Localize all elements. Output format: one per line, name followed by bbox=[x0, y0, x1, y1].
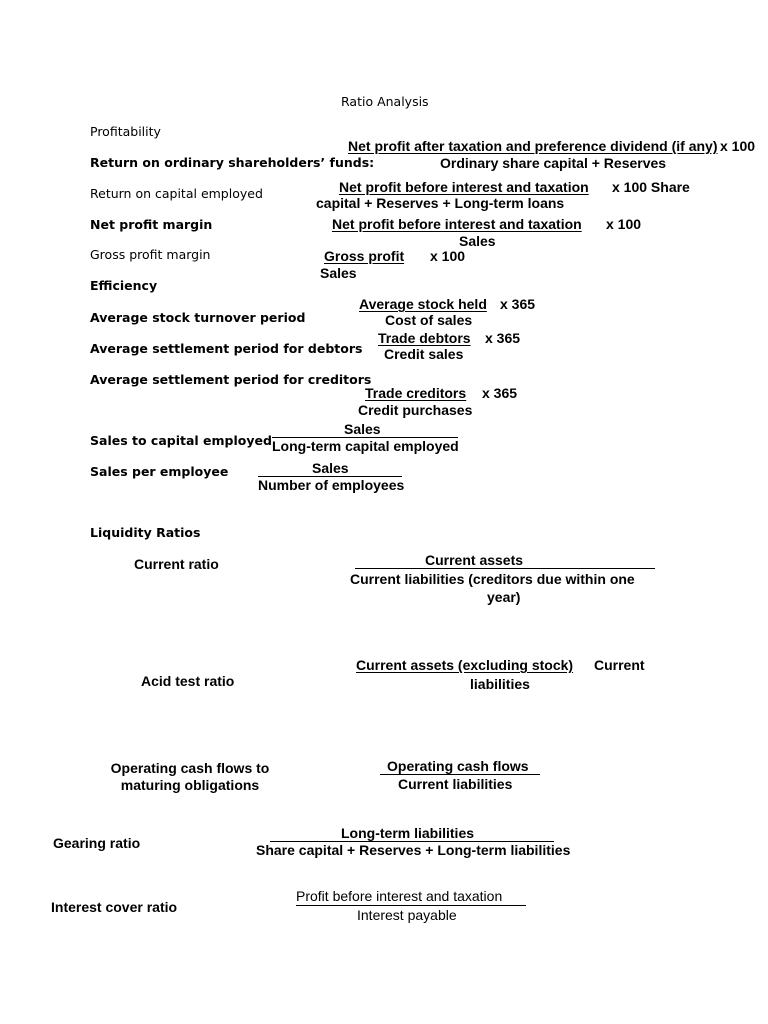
ratio-label-stock: Average stock turnover period bbox=[90, 310, 306, 325]
denominator-rosf: Ordinary share capital + Reserves bbox=[440, 155, 667, 171]
section-heading-profitability: Profitability bbox=[90, 124, 161, 139]
numerator-interest-cover: Profit before interest and taxation bbox=[296, 888, 503, 904]
numerator-current: Current assets bbox=[425, 552, 524, 568]
denominator-current-line1: Current liabilities (creditors due within one bbox=[350, 571, 635, 587]
ratio-label-creditors: Average settlement period for creditors bbox=[90, 372, 372, 387]
ratio-label-gearing: Gearing ratio bbox=[53, 835, 141, 851]
ratio-label-sales-employee: Sales per employee bbox=[90, 464, 229, 479]
denominator-current-line2: year) bbox=[487, 589, 521, 605]
denominator-sales-capital: Long-term capital employed bbox=[272, 438, 459, 454]
denominator-gpm: Sales bbox=[320, 265, 357, 281]
numerator-acid-test: Current assets (excluding stock) bbox=[356, 657, 574, 673]
multiplier-gpm: x 100 bbox=[430, 248, 466, 264]
ratio-label-current: Current ratio bbox=[134, 556, 219, 572]
numerator-sales-capital: Sales bbox=[344, 421, 381, 437]
ratio-label-rosf: Return on ordinary shareholders’ funds: bbox=[90, 155, 375, 170]
section-heading-liquidity: Liquidity Ratios bbox=[90, 525, 201, 540]
multiplier-roce: x 100 Share bbox=[612, 179, 690, 195]
denominator-ocf: Current liabilities bbox=[398, 776, 513, 792]
fraction-bar-current bbox=[355, 568, 655, 569]
numerator-debtors: Trade debtors bbox=[378, 330, 471, 346]
ratio-label-debtors: Average settlement period for debtors bbox=[90, 341, 363, 356]
numerator-stock: Average stock held bbox=[359, 296, 487, 312]
denominator-roce: capital + Reserves + Long-term loans bbox=[316, 195, 565, 211]
multiplier-stock: x 365 bbox=[500, 296, 536, 312]
denominator-creditors: Credit purchases bbox=[358, 402, 473, 418]
page-title: Ratio Analysis bbox=[341, 94, 429, 109]
ratio-label-acid-test: Acid test ratio bbox=[141, 673, 235, 689]
numerator-creditors: Trade creditors bbox=[365, 385, 467, 401]
fraction-bar-ocf bbox=[380, 774, 540, 775]
denominator-stock: Cost of sales bbox=[385, 312, 473, 328]
ratio-label-roce: Return on capital employed bbox=[90, 186, 263, 201]
numerator-gearing: Long-term liabilities bbox=[341, 825, 475, 841]
numerator-roce: Net profit before interest and taxation bbox=[339, 179, 589, 195]
ratio-label-gpm: Gross profit margin bbox=[90, 247, 211, 262]
fraction-bar-interest-cover bbox=[296, 905, 526, 906]
denominator-debtors: Credit sales bbox=[384, 346, 464, 362]
denominator-npm: Sales bbox=[459, 233, 496, 249]
denominator-sales-employee: Number of employees bbox=[258, 477, 405, 493]
ratio-label-ocf-line1: Operating cash flows to bbox=[110, 760, 270, 776]
multiplier-npm: x 100 bbox=[606, 216, 642, 232]
numerator-gpm: Gross profit bbox=[324, 248, 405, 264]
ratio-label-npm: Net profit margin bbox=[90, 217, 213, 232]
denominator-acid-test-tail: Current bbox=[594, 657, 645, 673]
ratio-label-ocf-line2: maturing obligations bbox=[120, 777, 260, 793]
multiplier-creditors: x 365 bbox=[482, 385, 518, 401]
ratio-label-sales-capital: Sales to capital employed bbox=[90, 433, 272, 448]
denominator-acid-test: liabilities bbox=[470, 676, 530, 692]
numerator-sales-employee: Sales bbox=[312, 460, 349, 476]
denominator-interest-cover: Interest payable bbox=[357, 907, 457, 923]
numerator-rosf: Net profit after taxation and preference dividend (if any) bbox=[348, 138, 718, 154]
multiplier-rosf: x 100 bbox=[720, 138, 756, 154]
section-heading-efficiency: Efficiency bbox=[90, 278, 158, 293]
denominator-gearing: Share capital + Reserves + Long-term liabilities bbox=[256, 842, 571, 858]
ratio-label-interest-cover: Interest cover ratio bbox=[51, 899, 178, 915]
numerator-npm: Net profit before interest and taxation bbox=[332, 216, 582, 232]
multiplier-debtors: x 365 bbox=[485, 330, 521, 346]
numerator-ocf: Operating cash flows bbox=[387, 758, 529, 774]
